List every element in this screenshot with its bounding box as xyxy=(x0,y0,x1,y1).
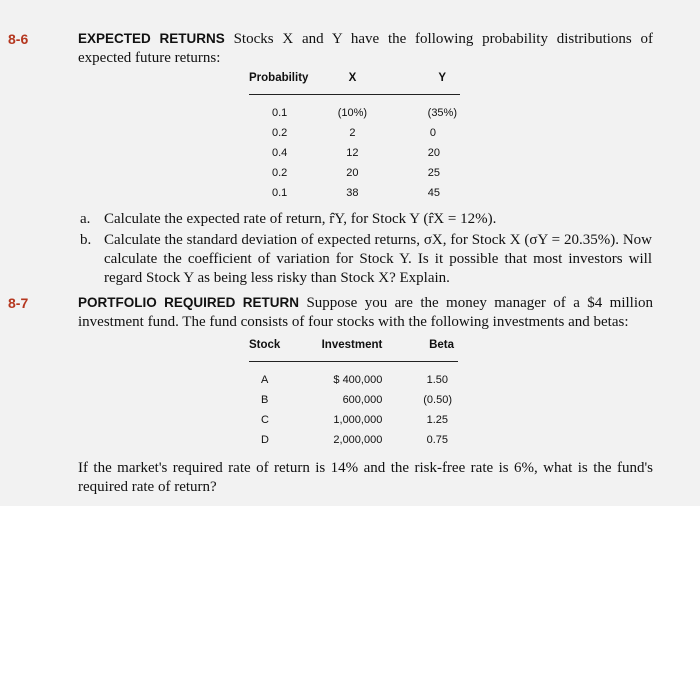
problem-8-7-closing: If the market's required rate of return is 14% and the risk-free rate is 6%, what is the fund's required rate of return? xyxy=(78,460,653,495)
cell-investment: $ 400,000 xyxy=(333,373,383,386)
cell-probability: 0.1 xyxy=(272,106,288,119)
cell-y: 0 xyxy=(429,126,436,139)
col-header-stock: Stock xyxy=(249,339,308,362)
col-header-investment: Investment xyxy=(308,339,397,362)
cell-beta: 1.25 xyxy=(426,413,448,426)
table-row xyxy=(249,362,458,390)
problem-8-7-intro xyxy=(78,293,653,332)
cell-x: (10%) xyxy=(337,106,368,119)
table-row xyxy=(249,430,458,450)
table-row xyxy=(249,390,458,410)
col-header-beta: Beta xyxy=(396,339,458,362)
cell-probability: 0.2 xyxy=(272,166,288,179)
cell-probability: 0.1 xyxy=(272,186,288,199)
table-row xyxy=(249,95,460,123)
portfolio-table xyxy=(249,339,458,450)
cell-stock: A xyxy=(261,373,269,386)
part-b-label: b. xyxy=(80,232,92,248)
cell-beta: (0.50) xyxy=(423,393,452,406)
table-row xyxy=(249,123,460,143)
col-header-y: Y xyxy=(392,72,460,95)
cell-investment: 1,000,000 xyxy=(333,413,383,426)
cell-y: (35%) xyxy=(427,106,457,119)
part-b-text: Calculate the standard deviation of expected returns, σX, for Stock X (σY = 20.35%). Now calculate the coefficient of variation for Stock Y. Is it possible that most investors will regard Stock Y as being less risky than Stock X? Explain. xyxy=(104,232,652,286)
cell-stock: D xyxy=(261,433,269,446)
cell-x: 2 xyxy=(349,126,356,139)
cell-y: 25 xyxy=(427,166,440,179)
cell-x: 12 xyxy=(346,146,359,159)
cell-x: 20 xyxy=(346,166,359,179)
cell-x: 38 xyxy=(346,186,359,199)
table-row xyxy=(249,163,460,183)
problem-number-8-6: 8-6 xyxy=(8,31,29,47)
cell-probability: 0.2 xyxy=(272,126,288,139)
cell-stock: C xyxy=(261,413,269,426)
table-header-row xyxy=(249,72,460,95)
cell-investment: 2,000,000 xyxy=(333,433,383,446)
table-row xyxy=(249,143,460,163)
table-row xyxy=(249,410,458,430)
table-header-row xyxy=(249,339,458,362)
probability-distribution-table xyxy=(249,72,460,203)
part-a-label: a. xyxy=(80,211,91,227)
part-a-text: Calculate the expected rate of return, r̂Y, for Stock Y (r̂X = 12%). xyxy=(104,211,497,227)
problem-8-6-intro xyxy=(78,29,653,68)
table-row xyxy=(249,183,460,203)
cell-y: 20 xyxy=(427,146,440,159)
problem-8-7-heading: PORTFOLIO REQUIRED RETURN xyxy=(78,295,300,310)
cell-probability: 0.4 xyxy=(272,146,288,159)
cell-y: 45 xyxy=(427,186,440,199)
cell-investment: 600,000 xyxy=(342,393,383,406)
problem-8-7-intro-text: Suppose you are the money manager of a $4 million investment fund. The fund consists of four stocks with the following investments and betas: xyxy=(78,295,653,330)
col-header-probability: Probability xyxy=(249,72,312,95)
cell-beta: 0.75 xyxy=(426,433,448,446)
problem-8-6-heading: EXPECTED RETURNS xyxy=(78,31,225,46)
problem-number-8-7: 8-7 xyxy=(8,295,29,311)
col-header-x: X xyxy=(312,72,392,95)
problem-8-6-intro-text: Stocks X and Y have the following probability distributions of expected future returns: xyxy=(78,31,654,66)
cell-stock: B xyxy=(261,393,269,406)
cell-beta: 1.50 xyxy=(426,373,448,386)
